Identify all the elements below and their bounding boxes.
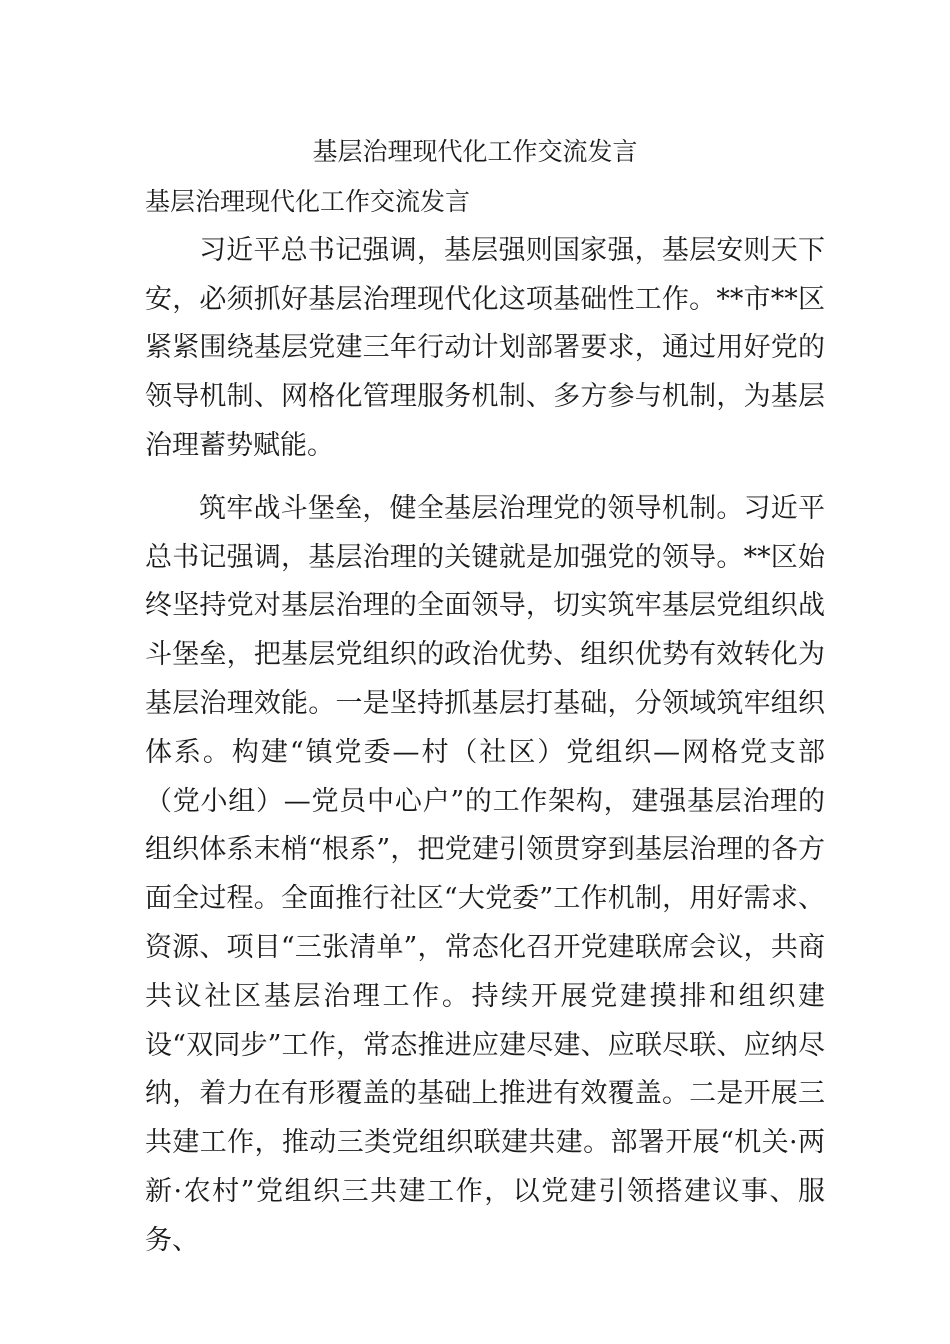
paragraph-leadership: 筑牢战斗堡垒，健全基层治理党的领导机制。习近平总书记强调，基层治理的关键就是加强党的领导。**区始终坚持党对基层治理的全面领导，切实筑牢基层党组织战斗堡垒，把基层党组织的政治优势、组织优势有效转化为基层治理效能。一是坚持抓基层打基础，分领域筑牢组织体系。构建“镇党委—村（社区）党组织—网格党支部（党小组）—党员中心户”的工作架构，建强基层治理的组织体系末梢“根系”，把党建引领贯穿到基层治理的各方面全过程。全面推行社区“大党委”工作机制，用好需求、资源、项目“三张清单”，常态化召开党建联席会议，共商共议社区基层治理工作。持续开展党建摸排和组织建设“双同步”工作，常态推进应建尽建、应联尽联、应纳尽纳，着力在有形覆盖的基础上推进有效覆盖。二是开展三共建工作，推动三类党组织联建共建。部署开展“机关·两新·农村”党组织三共建工作，以党建引领搭建议事、服务、 bbox=[145, 492, 825, 1256]
document-body bbox=[145, 178, 825, 1280]
document-subtitle: 基层治理现代化工作交流发言 bbox=[145, 187, 471, 216]
document-title: 基层治理现代化工作交流发言 bbox=[312, 137, 638, 166]
paragraph-intro: 习近平总书记强调，基层强则国家强，基层安则天下安，必须抓好基层治理现代化这项基础性工作。**市**区紧紧围绕基层党建三年行动计划部署要求，通过用好党的领导机制、网格化管理服务机制、多方参与机制，为基层治理蓄势赋能。 bbox=[145, 234, 825, 461]
